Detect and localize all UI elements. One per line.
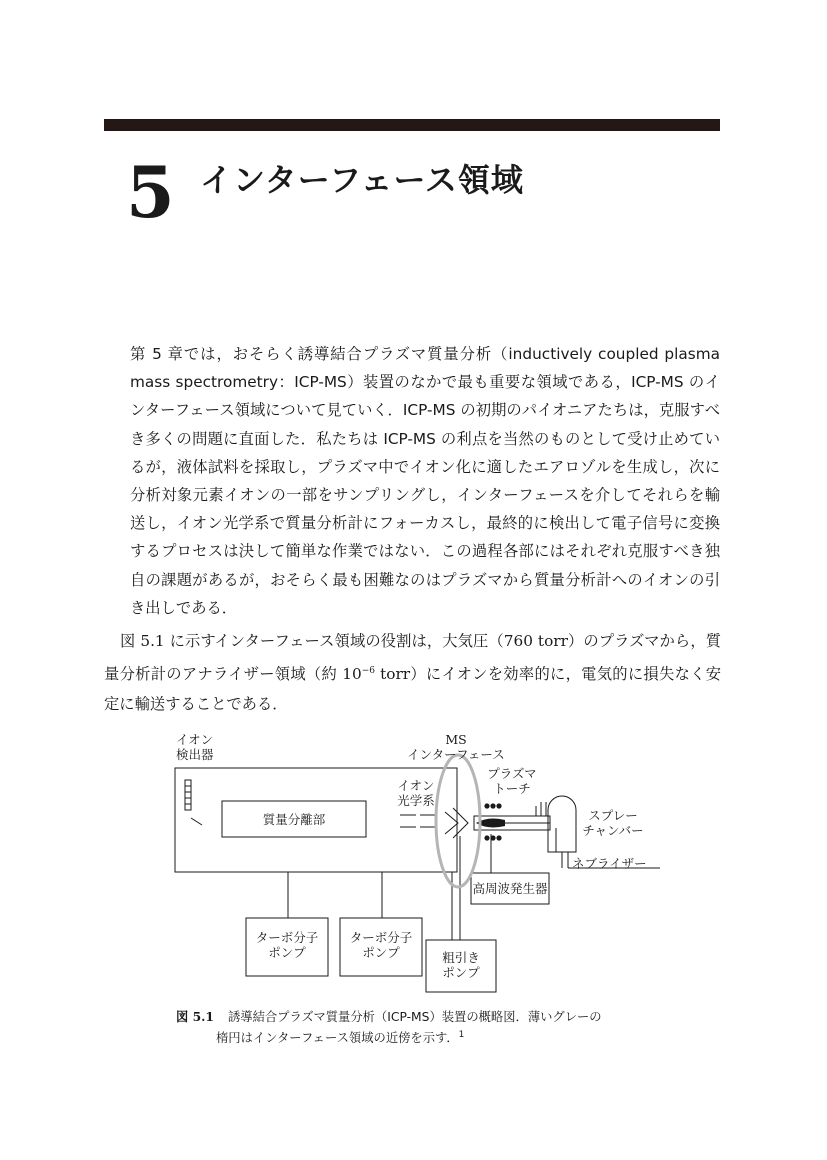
chapter-title: インターフェース領域	[200, 161, 524, 199]
spray-chamber-label: スプレー チャンバー	[582, 808, 644, 838]
body-text-pre: 図 5.1 に示すインターフェース領域の役割は，大気圧（760 torr）のプラズマから，質量分析計のアナライザー領域（約 10	[104, 632, 721, 684]
caption-reference: 1	[458, 1030, 465, 1040]
ms-interface-label: MS インターフェース	[407, 732, 505, 762]
caption-line-2	[176, 1026, 676, 1047]
body-text-post: torr）にイオンを効率的に，電気的に損失なく安定に輸送することである．	[104, 665, 722, 714]
turbo-pump-1-label: ターボ分子 ポンプ	[255, 930, 319, 960]
turbo-pump-2-label: ターボ分子 ポンプ	[349, 930, 413, 960]
chapter-top-rule	[104, 119, 720, 131]
caption-text-1: 誘導結合プラズマ質量分析（ICP-MS）装置の概略図．薄いグレーの	[227, 1010, 602, 1024]
caption-line-1	[176, 1008, 676, 1026]
ion-detector	[185, 780, 191, 810]
skimmer-cone	[445, 812, 458, 834]
plasma-torch-label: プラズマ トーチ	[487, 766, 537, 796]
mass-analyzer-label: 質量分離部	[262, 812, 326, 827]
caption-figure-number: 図 5.1	[176, 1009, 214, 1024]
figure-caption	[176, 1008, 676, 1047]
spray-chamber	[548, 796, 576, 852]
sampler-cone	[453, 808, 468, 838]
body-paragraph	[104, 626, 721, 719]
nebulizer-label: ネブライザー	[572, 856, 647, 871]
icp-ms-schematic	[160, 728, 680, 996]
caption-text-2: 楕円はインターフェース領域の近傍を示す．	[216, 1031, 459, 1046]
torch-coil	[484, 803, 489, 808]
detector-label: イオン 検出器	[176, 732, 214, 762]
ion-optics-label: イオン 光学系	[397, 778, 435, 808]
chapter-number: 5	[126, 151, 175, 234]
rough-pump-label: 粗引き ポンプ	[442, 950, 480, 980]
body-exponent: −6	[361, 666, 375, 676]
detector-dynode	[191, 818, 202, 825]
intro-paragraph: 第 5 章では，おそらく誘導結合プラズマ質量分析（inductively coupled plasma mass spectrometry：ICP-MS）装置のなかで最も重要な領域である，ICP-MS のインターフェース領域について見ていく．ICP-MS の初期のパイオニアたちは，克服すべき多くの問題に直面した．私たちは ICP-MS の利点を当然のものとして受け止めているが，液体試料を採取し，プラズマ中でイオン化に適したエアロゾルを生成し，次に分析対象元素イオンの一部をサンプリングし，インターフェースを介してそれらを輸送し，イオン光学系で質量分析計にフォーカスし，最終的に検出して電子信号に変換するプロセスは決して簡単な作業ではない．この過程各部にはそれぞれ克服すべき独自の課題があるが，おそらく最も困難なのはプラズマから質量分析計へのイオンの引き出しである．	[130, 345, 720, 617]
interface-ellipse	[436, 755, 480, 887]
rf-generator-label: 高周波発生器	[472, 881, 548, 896]
